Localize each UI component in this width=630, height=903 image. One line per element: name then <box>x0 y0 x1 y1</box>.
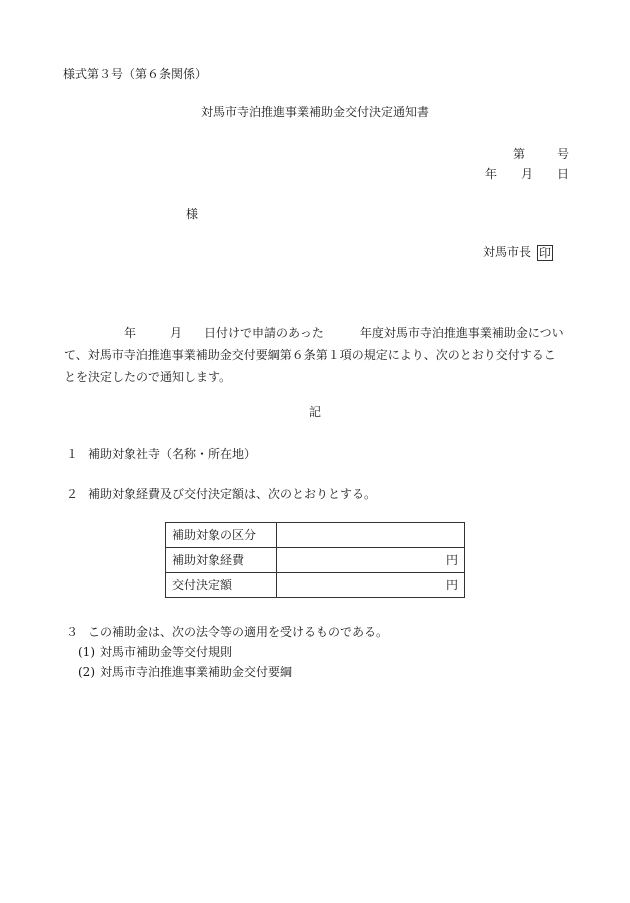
recipient-honorific: 様 <box>186 207 199 221</box>
table-row <box>166 573 465 598</box>
table-row <box>166 548 465 573</box>
item-2 <box>66 486 376 502</box>
table-row <box>166 523 465 548</box>
item-1-number: １ <box>66 447 79 461</box>
official-seal: 印 <box>539 245 552 260</box>
table-cell-value: 円 <box>277 548 465 573</box>
table-cell-value <box>277 523 465 548</box>
item-3 <box>66 624 388 640</box>
notice-body <box>64 322 584 388</box>
law-1-number: (1) <box>78 645 95 659</box>
number-prefix: 第 <box>512 147 525 161</box>
body-line-3: とを決定したので通知します。 <box>64 370 232 384</box>
item-1 <box>66 446 256 462</box>
date-day: 日 <box>556 167 569 181</box>
grant-table <box>165 522 465 598</box>
document-title: 対馬市寺泊推進事業補助金交付決定通知書 <box>200 105 429 119</box>
item-2-number: ２ <box>66 487 79 501</box>
issuer-title: 対馬市長 <box>483 245 532 259</box>
item-1-text: 補助対象社寺（名称・所在地） <box>88 447 257 461</box>
law-2-number: (2) <box>78 665 95 679</box>
item-3-number: ３ <box>66 625 79 639</box>
table-cell-label: 補助対象経費 <box>166 548 277 573</box>
number-suffix: 号 <box>556 147 569 161</box>
law-2-text: 対馬市寺泊推進事業補助金交付要綱 <box>100 665 293 679</box>
table-cell-label: 交付決定額 <box>166 573 277 598</box>
date-month: 月 <box>520 167 533 181</box>
law-1 <box>78 644 232 660</box>
document-number <box>513 146 569 162</box>
ki-heading: 記 <box>308 405 321 419</box>
table-cell-value: 円 <box>277 573 465 598</box>
body-line-2: て、対馬市寺泊推進事業補助金交付要綱第６条第１項の規定により、次のとおり交付するこ <box>64 348 556 362</box>
issuer <box>483 244 553 261</box>
item-2-text: 補助対象経費及び交付決定額は、次のとおりとする。 <box>88 487 377 501</box>
body-line-1: 年 月 日付けで申請のあった 年度対馬市寺泊推進事業補助金につい <box>124 326 564 340</box>
law-1-text: 対馬市補助金等交付規則 <box>100 645 233 659</box>
law-2 <box>78 664 292 680</box>
form-number: 様式第３号（第６条関係） <box>63 67 208 81</box>
date-year: 年 <box>484 167 497 181</box>
table-cell-label: 補助対象の区分 <box>166 523 277 548</box>
issue-date <box>485 166 569 182</box>
item-3-text: この補助金は、次の法令等の適用を受けるものである。 <box>88 625 389 639</box>
